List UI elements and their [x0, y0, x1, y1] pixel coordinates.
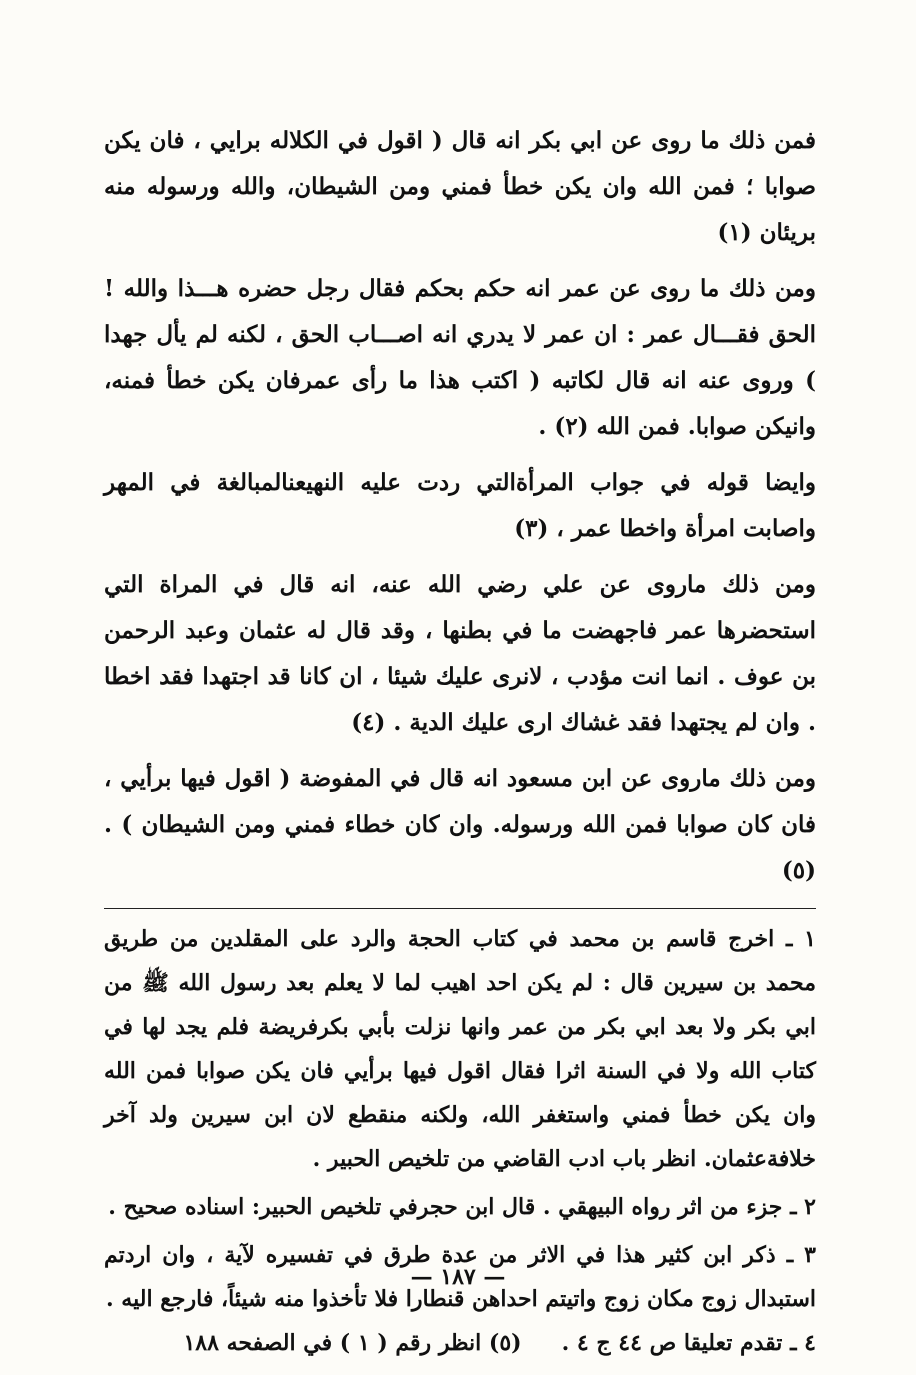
paragraph-3: وايضا قوله في جواب المرأةالتي ردت عليه النهيعنالمبالغة في المهر واصابت امرأة واخطا عمر ، (٣) — [104, 469, 816, 542]
footnote-1: ١ ـ اخرج قاسم بن محمد في كتاب الحجة والرد على المقلدين من طريق محمد بن سيرين قال : لم يكن احد اهيب لما لا يعلم بعد رسول الله ﷺ من ابي بكر ولا بعد ابي بكر من عمر وانها نزلت بأبي بكرفريضة فلم يجد لها في كتاب الله ولا في السنة اثرا فقال اقول فيها برأيي فان يكن صوابا فمن الله وان يكن خطأ فمني واستغفر الله، ولكنه منقطع لان ابن سيرين ولد آخر خلافةعثمان. انظر باب ادب القاضي من تلخيص الحبير . — [104, 926, 816, 1172]
paragraph-2: ومن ذلك ما روى عن عمر انه حكم بحكم فقال رجل حضره هـــذا والله ! الحق فقـــال عمر : ان عمر لا يدري انه اصـــاب الحق ، لكنه لم يأل جهدا ) وروى عنه انه قال لكاتبه ( اكتب هذا ما رأى عمرفان يكن خطأ فمنه، وانيكن صوابا. فمن الله (٢) . — [104, 275, 816, 440]
footnote-row — [104, 1321, 816, 1365]
footnotes — [104, 917, 816, 1365]
footnote-4: ٤ ـ تقدم تعليقا ص ٤٤ ج ٤ . — [561, 1330, 816, 1356]
footnote-divider — [104, 908, 816, 909]
footnote-5: (٥) انظر رقم ( ١ ) في الصفحه ١٨٨ — [183, 1330, 522, 1356]
main-text — [104, 118, 816, 894]
paragraph-5: ومن ذلك ماروى عن ابن مسعود انه قال في المفوضة ( اقول فيها برأيي ، فان كان صوابا فمن الله ورسوله. وان كان خطاء فمني ومن الشيطان ) . (٥) — [104, 765, 816, 884]
paragraph-4: ومن ذلك ماروى عن علي رضي الله عنه، انه قال في المراة التي استحضرها عمر فاجهضت ما في بطنها ، وقد قال له عثمان وعبد الرحمن بن عوف . انما انت مؤدب ، لانرى عليك شيئا ، ان كانا قد اجتهدا فقد اخطا . وان لم يجتهدا فقد غشاك ارى عليك الدية . (٤) — [104, 571, 816, 736]
footnote-2: ٢ ـ جزء من اثر رواه البيهقي . قال ابن حجرفي تلخيص الحبير: اسناده صحيح . — [108, 1194, 816, 1220]
footnote-3: ٣ ـ ذكر ابن كثير هذا في الاثر من عدة طرق في تفسيره لآية ، وان اردتم استبدال زوج مكان زوج واتيتم احداهن قنطارا فلا تأخذوا منه شيئاً، فارجع اليه . — [104, 1242, 816, 1312]
paragraph-1: فمن ذلك ما روى عن ابي بكر انه قال ( اقول في الكلاله برايي ، فان يكن صوابا ؛ فمن الله وان يكن خطأ فمني ومن الشيطان، والله ورسوله منه بريئان (١) — [104, 127, 816, 246]
page-number: — ١٨٧ — — [410, 1264, 506, 1290]
